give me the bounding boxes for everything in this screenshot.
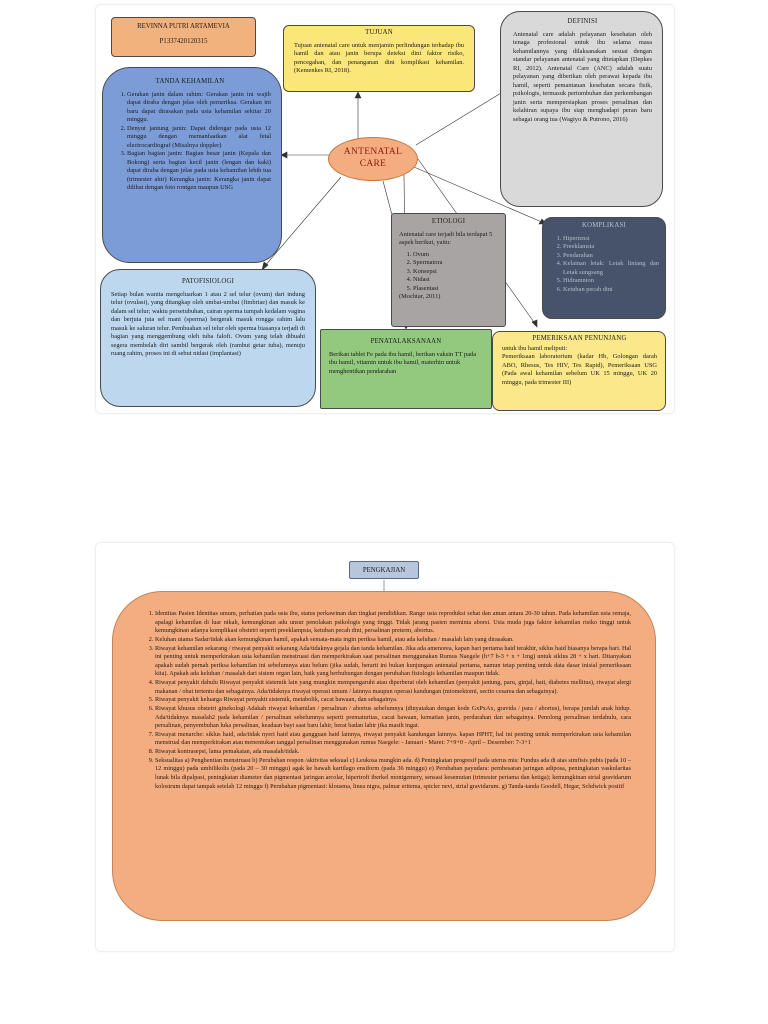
pemeriksaan-title: PEMERIKSAAN PENUNJANG [532,335,627,342]
penatalaksanaan-text: Berikan tablet Fe pada ibu hamil, berikan vaksin TT pada ibu hamil, vitamin untuk ibu hamil, materhin untuk menghentikan pendarahan [329,350,477,375]
antenatal-care-center [328,137,418,181]
pengkajian-item: 4. Riwayat penyakit dahulu Riwayat penyakit sistemik lain yang mungkin mempengaruhi atau diperberat oleh kehamilan (penyakit jantung, paru, ginjal, hati, diabetes mellitus), riwayat alergi makanan / obat tertentu dan sebagainya. Ada/tidaknya riwayat operasi umum / lainnya maupun operasi kandungan (miomektomi, sectio cesarea dan sebagainya). [155,679,631,696]
patofisiologi-title: PATOFISIOLOGI [181,278,235,285]
author-name: REVINNA PUTRI ARTAMEVIA [137,23,230,30]
pengkajian-label: PENGKAJIAN [349,561,419,579]
tanda-kehamilan-box [102,67,282,263]
pengkajian-list [143,610,631,791]
etiologi-box [391,213,506,327]
pengkajian-item: 5. Riwayat penyakit keluarga Riwayat penyakit sistemik, metabolik, cacat bawaan, dan sebagainya. [155,696,631,705]
tujuan-box [283,25,475,92]
pemeriksaan-line1: untuk ibu hamil meliputi: [502,344,568,352]
definisi-box [500,11,663,207]
tujuan-title: TUJUAN [365,29,393,36]
komplikasi-item: 6. Ketuban pecah dini [563,286,659,294]
komplikasi-item: 2. Preeklamsia [563,243,659,251]
arrow-pemeriksaan [532,320,537,327]
author-identity-box [111,17,256,57]
pengkajian-item: 7. Riwayat menarche: siklus haid, ada/tidak nyeri haid atau gangguan haid lainnya, riwayat penyakit kandungan lainnya. kapan HPHT, hal ini penting untuk memperkirakan usia kehamilan menstrual dan memperkirakan atau menentukan tanggal persalinan menggunakan rumus Naegele: - Januari - Maret: 7+9+0 - April – Desember: 7-3+1 [155,731,631,748]
etiologi-item: 4. Nidasi [413,276,498,284]
definisi-text: Antenatal care adalah pelayanan kesehatan oleh tenaga profesional untuk ibu selama masa kehamilannya yang dilaksanakan sesuai dengan standar pelayanan antenatal yang ditetapkan (Depkes RI, 2012). Antenatal Care (ANC) adalah suatu pelayanan yang diberikan oleh perawat kepada ibu hamil, seperti pemantauan kesehatan secara fisik, psikologis, termasuk pertumbuhan dan perkembangan janin serta mempersiapkan proses persalinan dan kelahiran supaya ibu siap menghadapi peran baru sebagai orang tua (Wagiyo & Putrono, 2016) [513,30,652,123]
komplikasi-item: 4. Kelainan letak: Letak lintang dan Letak sungsang [563,260,659,277]
connector-etiologi [383,181,392,215]
tanda-list [109,91,271,192]
author-id: P1337420120315 [159,37,208,45]
penatalaksanaan-box [320,329,492,409]
pengkajian-item: 2. Keluhan utama Sadar/tidak akan kemungkinan hamil, apakah semata-mata ingin periksa hamil, atau ada keluhan / masalah lain yang dirasakan. [155,636,631,645]
center-line-2: CARE [359,159,387,169]
tanda-item: 1. Gerakan janin dalam rahim: Gerakan janin ini wajib dapat diraba dengan jelas oleh pemeriksa. Gerakan ini baru dapat dirasakan pada usia kehamilan sekitar 20 minggu. [127,91,271,125]
connector-definisi [416,90,506,145]
pemeriksaan-text: Pemeriksaan laboratorium (kadar Hb, Golongan darah ABO, Rhesus, Tes HIV, Tes Rapid), Pemeriksaan USG (Pada awal kehamilan sebelum UK 15 minggu, UK 20 minggu, pada trimester III) [502,353,657,386]
patofisiologi-box [100,269,316,407]
etiologi-list [399,251,498,293]
komplikasi-item: 5. Hidramnion [563,277,659,285]
tujuan-text: Tujuan antenatal care untuk menjamin perlindungan terhadap ibu hamil dan atau janin berupa deteksi dini faktor risiko, pencegahan, dan penanganan dini komplikasi kehamilan. (Kemenkes RI, 2018). [294,41,464,75]
tanda-item: 2. Denyut jantung janin: Dapat didengar pada usia 12 minggu dengan memanfaatkan alat fetal electrocardiograf (Misalnya doppler) [127,125,271,150]
pengkajian-item: 8. Riwayat kontrasepsi, lama pemakaian, ada masalah/tidak. [155,748,631,757]
center-line-1: ANTENATAL [343,147,403,158]
komplikasi-box [542,217,666,319]
tanda-title: TANDA KEHAMILAN [155,78,225,85]
etiologi-source: (Mochtar, 2011) [399,293,441,301]
etiologi-title: ETIOLOGI [431,218,466,225]
pemeriksaan-penunjang-box [492,331,666,411]
pengkajian-box [112,591,656,921]
arrow-tujuan [355,92,361,98]
etiologi-item: 2. Spermatora [413,259,498,267]
komplikasi-item: 3. Pendarahan [563,252,659,260]
pengkajian-item: 9. Seksualitas a) Penghentian menstruasi b) Perubahan respon /aktivitas seksual c) Leukosa mungkin ada. d) Peningkatan progresif pada uterus mis: Fundus ada di atas simfisis pubis (pada 10 – 12 minggu) pada umbilikolis (pada 20 – 30 minggu) agak ke bawah kartilago ensiform (pada 36 minggu) e) Perubahan payudara: pembesaran jaringan adiposa, peningkatan vaskularitas lunak bila dipalpasi, peningkatan diameter dan pigmentasi jaringan arcolar, hipertrofi iberkel montgemery, sensasi kesemutan (trimester pertama dan ketiga); kemungkinan strial gravidarum kolostrum dapat tampak setelah 12 minggu f) Perubahan pigmentasi: klousma, linea nigra, palmar eritema, spicler nevi, strial gravidarum. g) Tanda-tanda Goodell, Hegar, Schdwick positif [155,757,631,792]
mindmap-page [95,4,675,414]
komplikasi-title: KOMPLIKASI [582,222,626,229]
patofisiologi-text: Setiap bulan wanita mengeluarkan 1 atau 2 sel telur (ovum) dari indung telur (ovulasi), yang ditangkap oleh umbai-umbai (fimbriae) dan masuk ke dalam sel telur; waktu persetubuhan, cairan sperma tumpah kedalam vagina dan berjuta juta sel mani (sperma) bergerak masuk rongga rahim lalu masuk ke saluran telur. Pembuahan sel telur oleh sperma biasanya terjadi di bagian yang menggembung oleh tuba falofi. Ovum yang telah dibuahi segera membelah diri sambil bergerak oleh (rambut getar tuba), menuju ruang rahim, proses ini di sebut nidasi (implantasi) [111,290,305,358]
penatalaksanaan-title: PENATALAKSANAAN [370,338,442,345]
definisi-title: DEFINISI [567,18,598,25]
komplikasi-item: 1. Hipertensi [563,235,659,243]
komplikasi-list [549,235,659,294]
etiologi-item: 1. Ovum [413,251,498,259]
etiologi-item: 3. Konsepsi [413,268,498,276]
tanda-item: 3. Bagian bagian janin: Bagian besar janin (Kepala dan Bokong) serta bagian kecil janin (lengan dan kaki) dapat diraba dengan jelas pada usia kehamilan lebih tua (trimester ahir) Kerangka janin: Kerangka janin dapat dilihat dengan foto rontgen maupun USG [127,150,271,192]
etiologi-item: 5. Plasentasi [413,285,498,293]
pengkajian-item: 6. Riwayat khusus obstetri ginekologi Adakah riwayat kehamilan / persalinan / abortus sebelumnya (dinyatakan dengan kode GxPxAx, gravida / para / abortus), berapa jumlah anak hidup. Ada/tidaknya masalah2 pada kehamilan / persalinan sebelumnya seperti prematuritas, cacat bawaan, kematian janin, perdarahan dan sebagainya. Penolong persalinan terdahulu, cara persalinan, penyembuhan luka persalinan, keadaan bayi saat baru lahir, berat badan lahir jika masih ingat. [155,705,631,731]
pengkajian-page [95,542,675,952]
etiologi-intro: Antenatal care terjadi bila terdapat 5 aspek berikut, yaitu: [399,230,493,247]
pengkajian-item: 1. Identitas Pasien Identitas umum, perhatian pada usia ibu, status perkawinan dan tingkat pendidikan. Range usia reproduksi sehat dan aman antara 20-30 tahun. Pada kehamilan usia remaja, apalagi kehamilan di luar nikah, kemungkinan adu unsur penolakan psikologis yang tinggi. Tidak jarang pasien meminta aborsi. Usia muda juga faktor kehamilan risiko tinggi untuk kemungkinan adanya komplikasi obstetri seperti preeklampsia, ketuban pecah dini, persalinan preterm, abortus. [155,610,631,636]
pengkajian-item: 3. Riwayat kehamilan sekarang / riwayat penyakit sekarang Ada/tidaknya gejala dan tanda kehamilan. Jika ada amenorea, kapan hari pertama haid terakhir, siklus haid biasanya berapa hari. Hal ini penting untuk memperkirakan usia kehamilan menstruasi dan memperkirakan saat persalinan menggunakan Rumus Naegele (h+7 b-3 + x + 1mg) untuk siklus 28 + x hari. Ditanyakan apakah sudah pernah periksa kehamilan ini sebelumnya atau belum (jika sudah, berarti ini bukan kunjungan antenatal pertama, namun tetap penting untuk data dasar inisial pemeriksaan kita). Apakah ada keluhan / masalah dari sistem organ lain, baik yang berhubungan dengan perubahan fisiologis kehamilan maupun tidak. [155,645,631,680]
